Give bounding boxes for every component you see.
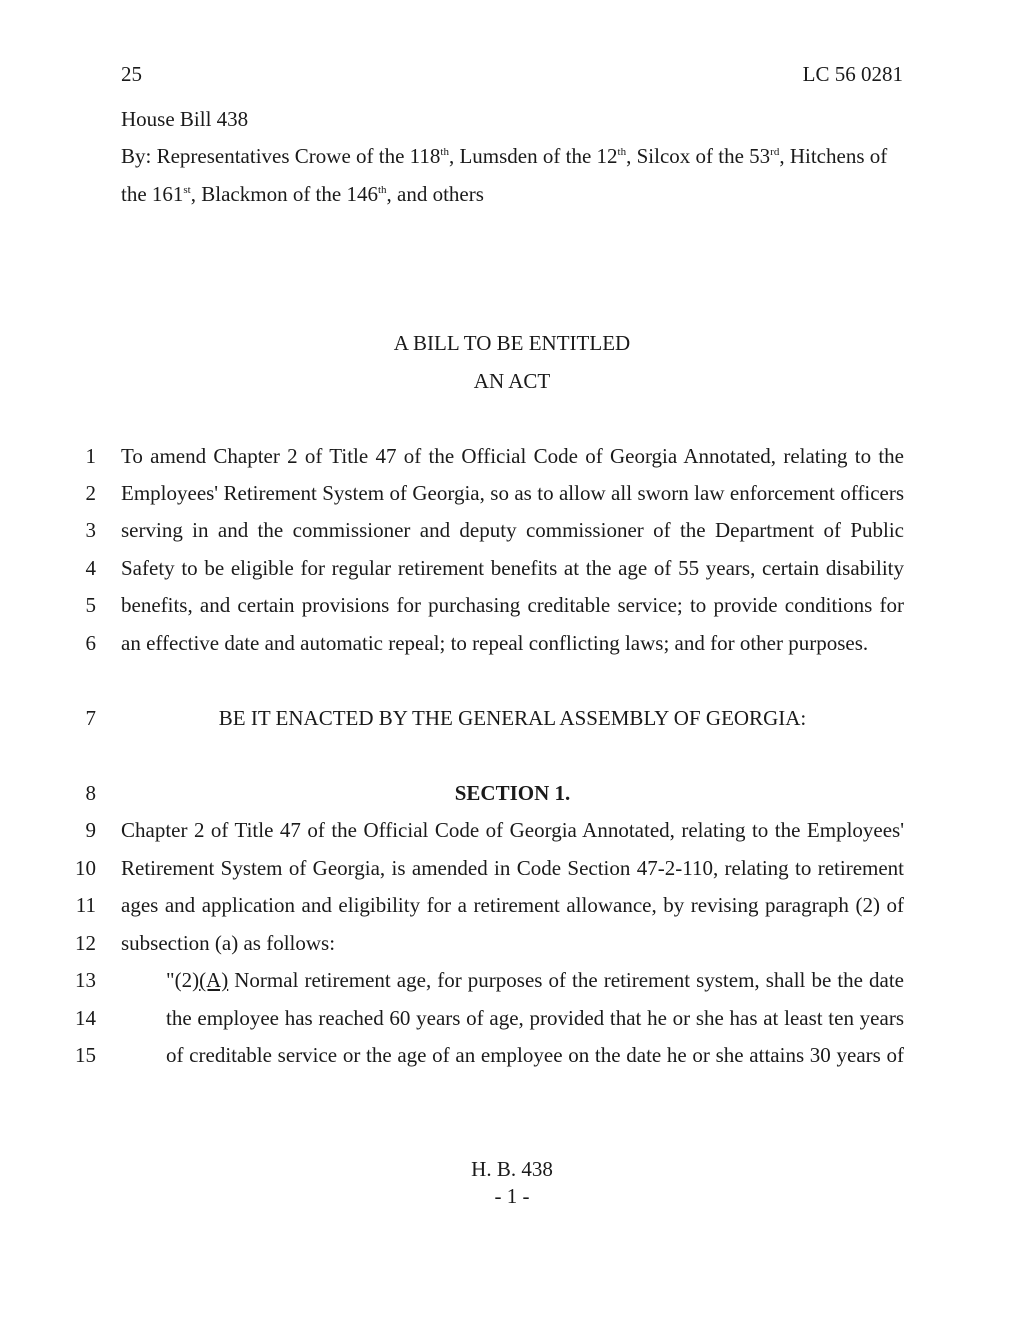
line-number: 4	[85, 556, 96, 580]
line-number: 2	[85, 481, 96, 505]
bill-line	[0, 818, 1024, 848]
line-text: To amend Chapter 2 of Title 47 of the Official Code of Georgia Annotated, relating to the	[121, 444, 904, 468]
line-text: Employees' Retirement System of Georgia, so as to allow all sworn law enforcement officers	[121, 481, 904, 505]
bill-line	[0, 1006, 1024, 1036]
bill-line	[0, 968, 1024, 998]
bill-line	[0, 781, 1024, 811]
bill-line	[0, 444, 1024, 474]
line-number: 10	[75, 856, 96, 880]
inserted-text: (A)	[199, 968, 229, 992]
bill-line	[0, 631, 1024, 661]
section-heading: SECTION 1.	[454, 781, 571, 805]
line-text: Safety to be eligible for regular retirement benefits at the age of 55 years, certain disability	[121, 556, 904, 580]
bill-line	[0, 556, 1024, 586]
sponsors-line-2: the 161st, Blackmon of the 146th, and others	[121, 182, 484, 206]
lc-code: LC 56 0281	[802, 62, 903, 86]
line-number: 12	[75, 931, 96, 955]
line-text: benefits, and certain provisions for purchasing creditable service; to provide conditions for	[121, 593, 904, 617]
line-number: 14	[75, 1006, 96, 1030]
bill-line	[0, 856, 1024, 886]
line-text: subsection (a) as follows:	[121, 931, 336, 955]
bill-line	[0, 593, 1024, 623]
footer-bill-ref: H. B. 438	[471, 1157, 553, 1181]
line-number: 15	[75, 1043, 96, 1067]
line-text: Chapter 2 of Title 47 of the Official Code of Georgia Annotated, relating to the Employees'	[121, 818, 904, 842]
footer-page-number: - 1 -	[494, 1184, 530, 1208]
enacting-clause: BE IT ENACTED BY THE GENERAL ASSEMBLY OF GEORGIA:	[218, 706, 807, 730]
line-text: the employee has reached 60 years of age, provided that he or she has at least ten years	[166, 1006, 904, 1030]
bill-title: A BILL TO BE ENTITLED	[393, 331, 631, 355]
line-number: 13	[75, 968, 96, 992]
bill-number-label: House Bill 438	[121, 107, 249, 131]
line-text: of creditable service or the age of an employee on the date he or she attains 30 years of	[166, 1043, 904, 1067]
bill-line	[0, 518, 1024, 548]
act-label: AN ACT	[473, 369, 551, 393]
line-number: 3	[85, 518, 96, 542]
line-number: 11	[75, 893, 96, 917]
bill-line	[0, 931, 1024, 961]
line-text: an effective date and automatic repeal; to repeal conflicting laws; and for other purposes.	[121, 631, 869, 655]
sponsors-line-1: By: Representatives Crowe of the 118th, Lumsden of the 12th, Silcox of the 53rd, Hitchens of	[121, 144, 888, 168]
bill-line	[0, 706, 1024, 736]
line-number: 7	[85, 706, 96, 730]
bill-line	[0, 481, 1024, 511]
line-number: 6	[85, 631, 96, 655]
page-sequence-number: 25	[121, 62, 142, 86]
line-number: 9	[85, 818, 96, 842]
line-number: 1	[85, 444, 96, 468]
line-number: 8	[85, 781, 96, 805]
bill-line	[0, 893, 1024, 923]
line-text: "(2)(A) Normal retirement age, for purposes of the retirement system, shall be the date	[166, 968, 904, 992]
bill-line	[0, 1043, 1024, 1073]
line-text: serving in and the commissioner and deputy commissioner of the Department of Public	[121, 518, 904, 542]
line-text: ages and application and eligibility for a retirement allowance, by revising paragraph (2) of	[121, 893, 904, 917]
line-number: 5	[85, 593, 96, 617]
line-text: Retirement System of Georgia, is amended in Code Section 47-2-110, relating to retirement	[121, 856, 904, 880]
